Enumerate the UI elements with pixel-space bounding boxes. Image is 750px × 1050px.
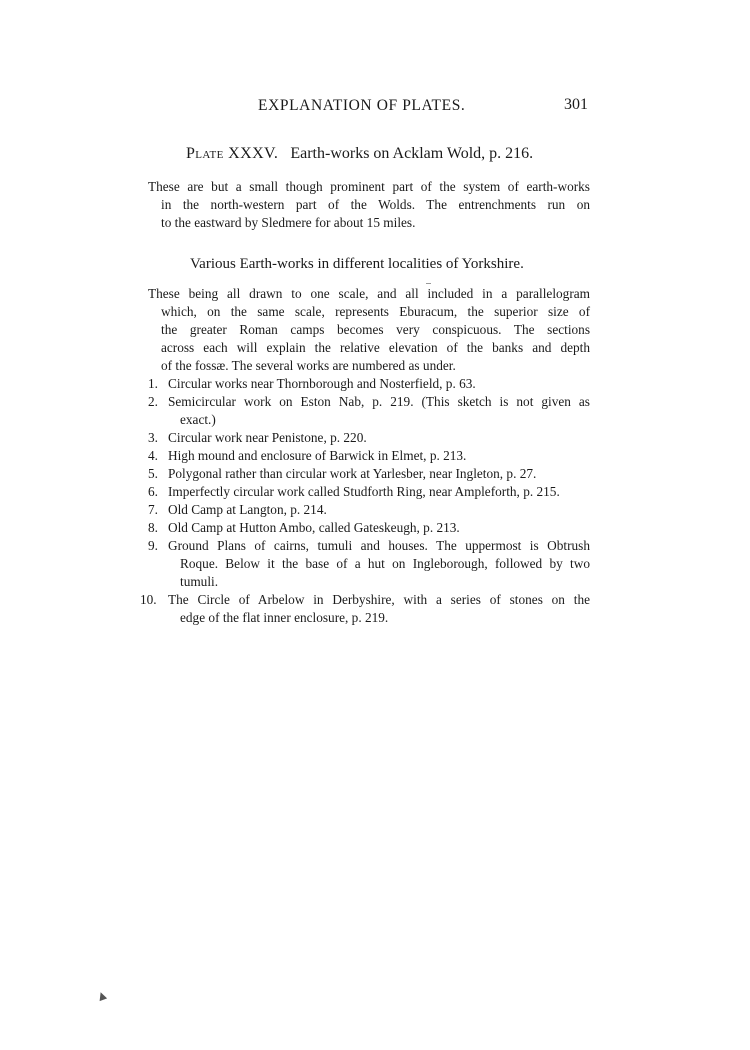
- item-text: [168, 519, 590, 537]
- item-line: Circular works near Thornborough and Nosterfield, p. 63.: [168, 376, 476, 391]
- plate-label: Plate XXXV.: [186, 145, 279, 162]
- item-text: [168, 501, 590, 519]
- item-number: 5.: [148, 466, 158, 481]
- plate-description: [148, 178, 590, 232]
- list-item: [148, 501, 590, 519]
- corner-mark-icon: [97, 991, 107, 1001]
- running-title: EXPLANATION OF PLATES.: [258, 97, 466, 114]
- item-line: The Circle of Arbelow in Derbyshire, with a series of stones on the: [168, 592, 590, 607]
- list-item: [148, 375, 590, 393]
- item-text: [168, 483, 590, 501]
- item-line: exact.): [180, 412, 216, 427]
- paragraph-line: These are but a small though prominent part of the system of earth-works: [148, 179, 590, 194]
- list-item: [148, 483, 590, 501]
- item-line: edge of the flat inner enclosure, p. 219.: [180, 610, 389, 625]
- item-number: 9.: [148, 538, 158, 553]
- item-line: Roque. Below it the base of a hut on Ingleborough, followed by two: [180, 556, 590, 571]
- list-item: [140, 591, 590, 627]
- paragraph-line: These being all drawn to one scale, and all included in a parallelogram: [148, 286, 590, 301]
- paragraph-line: across each will explain the relative elevation of the banks and depth: [161, 340, 590, 355]
- item-line: Ground Plans of cairns, tumuli and houses. The uppermost is Obtrush: [168, 538, 590, 553]
- item-text: [168, 429, 590, 447]
- item-text: [168, 447, 590, 465]
- paragraph-line: to the eastward by Sledmere for about 15 miles.: [161, 215, 416, 230]
- list-item: [148, 447, 590, 465]
- plate-heading: [186, 145, 533, 163]
- item-text: [168, 537, 590, 591]
- running-head: [148, 97, 588, 121]
- section-intro: [148, 285, 590, 375]
- item-line: Imperfectly circular work called Studforth Ring, near Ampleforth, p. 215.: [168, 484, 560, 499]
- list-item: [148, 465, 590, 483]
- list-item: [148, 537, 590, 591]
- item-text: [168, 465, 590, 483]
- works-list: [140, 375, 590, 627]
- item-line: tumuli.: [180, 574, 219, 589]
- item-number: 2.: [148, 394, 158, 409]
- item-line: Polygonal rather than circular work at Yarlesber, near Ingleton, p. 27.: [168, 466, 537, 481]
- section-heading: Various Earth-works in different localities of Yorkshire.: [190, 256, 524, 272]
- item-line: Old Camp at Langton, p. 214.: [168, 502, 327, 517]
- list-item: [148, 393, 590, 429]
- item-text: [168, 393, 590, 429]
- item-number: 6.: [148, 484, 158, 499]
- item-number: 10.: [140, 592, 157, 607]
- item-number: 1.: [148, 376, 158, 391]
- item-number: 8.: [148, 520, 158, 535]
- item-line: High mound and enclosure of Barwick in Elmet, p. 213.: [168, 448, 467, 463]
- item-number: 4.: [148, 448, 158, 463]
- item-number: 3.: [148, 430, 158, 445]
- page-number: 301: [564, 96, 588, 113]
- item-text: [168, 375, 590, 393]
- paragraph-line: which, on the same scale, represents Eburacum, the superior size of: [161, 304, 590, 319]
- print-speck: [426, 283, 431, 284]
- item-text: [168, 591, 590, 627]
- item-number: 7.: [148, 502, 158, 517]
- paragraph-line: the greater Roman camps becomes very conspicuous. The sections: [161, 322, 590, 337]
- list-item: [148, 519, 590, 537]
- item-line: Old Camp at Hutton Ambo, called Gateskeugh, p. 213.: [168, 520, 460, 535]
- plate-title: Earth-works on Acklam Wold, p. 216.: [290, 145, 534, 162]
- item-line: Circular work near Penistone, p. 220.: [168, 430, 367, 445]
- paragraph-line: of the fossæ. The several works are numbered as under.: [161, 358, 456, 373]
- item-line: Semicircular work on Eston Nab, p. 219. (This sketch is not given as: [168, 394, 590, 409]
- list-item: [148, 429, 590, 447]
- paragraph-line: in the north-western part of the Wolds. The entrenchments run on: [161, 197, 590, 212]
